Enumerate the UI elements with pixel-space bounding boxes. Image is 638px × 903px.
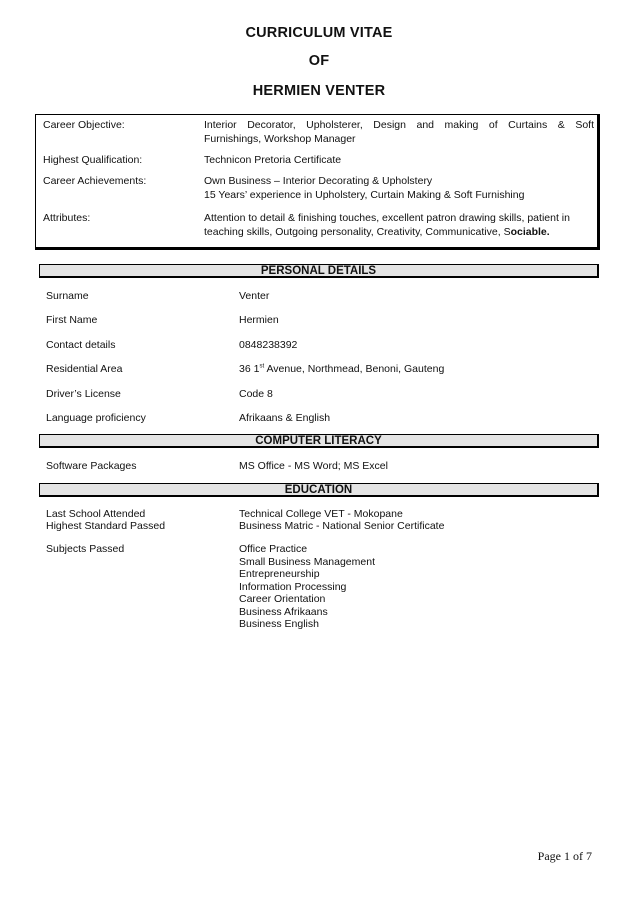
- language-proficiency-value: Afrikaans & English: [239, 412, 331, 424]
- cv-title-name: HERMIEN VENTER: [252, 83, 386, 99]
- contact-details-label: Contact details: [46, 339, 116, 351]
- highest-qualification-value: Technicon Pretoria Certificate: [204, 154, 342, 166]
- career-objective-line2: Furnishings, Workshop Manager: [204, 133, 356, 145]
- computer-literacy-heading: COMPUTER LITERACY: [39, 434, 599, 448]
- subject-item: Small Business Management: [239, 555, 375, 568]
- language-proficiency-label: Language proficiency: [46, 412, 146, 424]
- attributes-value: [204, 211, 594, 239]
- residential-area-street: Avenue, Northmead, Benoni, Gauteng: [264, 363, 445, 375]
- attributes-label: Attributes:: [43, 212, 91, 224]
- personal-details-heading: PERSONAL DETAILS: [39, 264, 599, 278]
- subject-item: Office Practice: [239, 543, 308, 555]
- residential-area-sup: st: [259, 363, 265, 370]
- highest-qualification-label: Highest Qualification:: [43, 154, 143, 166]
- career-objective-line1: Interior Decorator, Upholsterer, Design and making of Curtains & Soft: [204, 119, 594, 131]
- drivers-license-label: Driver’s License: [46, 388, 121, 400]
- drivers-license-value: Code 8: [239, 388, 273, 400]
- residential-area-number: 36 1: [239, 363, 260, 375]
- attributes-line2-text: teaching skills, Outgoing personality, Creativity, Communicative, S: [204, 226, 511, 238]
- last-school-label: Last School Attended: [46, 508, 146, 520]
- career-achievements-value: [204, 174, 594, 202]
- attributes-line2-bold: ociable.: [510, 226, 550, 238]
- software-packages-value: MS Office - MS Word; MS Excel: [239, 460, 388, 472]
- career-achievements-line1: Own Business – Interior Decorating & Upholstery: [204, 175, 433, 187]
- surname-label: Surname: [46, 290, 89, 302]
- cv-title-line2: OF: [308, 53, 330, 69]
- last-school-value: Technical College VET - Mokopane: [239, 508, 403, 520]
- subject-item: Information Processing: [239, 580, 347, 593]
- subjects-label: Subjects Passed: [46, 543, 125, 555]
- residential-area-value: [239, 363, 589, 376]
- attributes-line1: Attention to detail & finishing touches, excellent patron drawing skills, patient in: [204, 212, 570, 224]
- first-name-label: First Name: [46, 314, 98, 326]
- subject-item: Business Afrikaans: [239, 605, 328, 618]
- first-name-value: Hermien: [239, 314, 279, 326]
- attributes-line2: [204, 225, 594, 239]
- summary-box: [35, 114, 600, 250]
- surname-value: Venter: [239, 290, 270, 302]
- career-achievements-label: Career Achievements:: [43, 175, 147, 187]
- software-packages-label: Software Packages: [46, 460, 137, 472]
- subject-item: Entrepreneurship: [239, 568, 320, 580]
- cv-title-line1: CURRICULUM VITAE: [245, 25, 393, 41]
- career-objective-value: [204, 118, 594, 146]
- subjects-list: [239, 543, 589, 631]
- highest-standard-label: Highest Standard Passed: [46, 520, 166, 532]
- career-achievements-line2: 15 Years’ experience in Upholstery, Curtain Making & Soft Furnishing: [204, 189, 525, 201]
- education-heading: EDUCATION: [39, 483, 599, 497]
- residential-area-label: Residential Area: [46, 363, 123, 375]
- subject-item: Career Orientation: [239, 593, 326, 605]
- page-number: Page 1 of 7: [537, 849, 592, 863]
- contact-details-value: 0848238392: [239, 339, 298, 351]
- subject-item: Business English: [239, 618, 319, 630]
- highest-standard-value: Business Matric - National Senior Certificate: [239, 520, 445, 532]
- career-objective-label: Career Objective:: [43, 119, 125, 131]
